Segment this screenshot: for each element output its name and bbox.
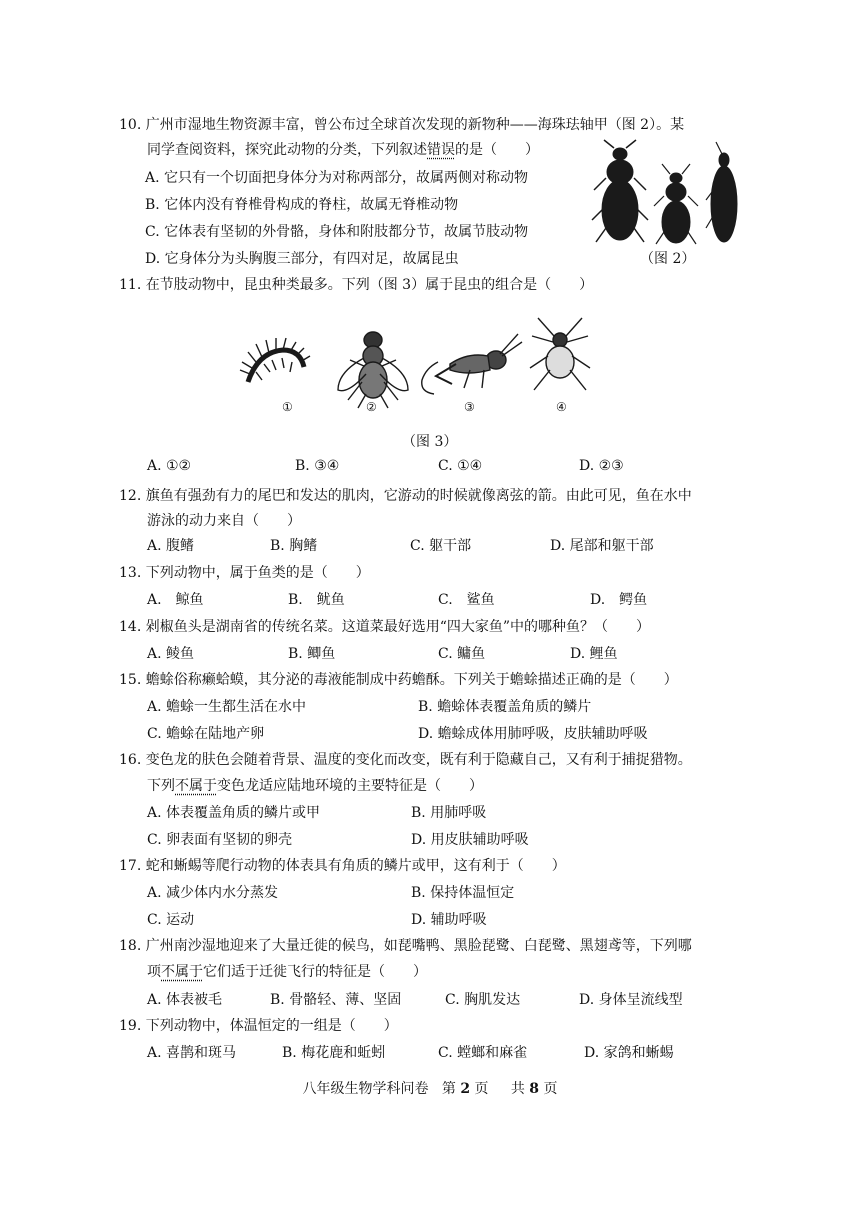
figure-3-label-4: ④ — [556, 400, 567, 414]
q16-option-c: C. 卵表面有坚韧的卵壳 — [147, 832, 293, 848]
q18-option-a: A. 体表被毛 — [147, 992, 223, 1008]
q10-stem-tail: 的是（ ） — [455, 142, 539, 158]
q12-option-c: C. 躯干部 — [410, 538, 472, 554]
footer-total-number: 8 — [529, 1081, 540, 1097]
q16-option-a: A. 体表覆盖角质的鳞片或甲 — [147, 805, 321, 821]
q11-option-b: B. ③④ — [295, 458, 340, 474]
beetle-small-view — [654, 164, 698, 244]
q11-stem: 11. 在节肢动物中，昆虫种类最多。下列（图 3）属于昆虫的组合是（ ） — [119, 277, 594, 293]
footer-page-number: 2 — [460, 1081, 471, 1097]
q17-option-a: A. 减少体内水分蒸发 — [147, 885, 279, 901]
q19-option-a: A. 喜鹊和斑马 — [147, 1045, 237, 1061]
page-footer — [0, 1078, 860, 1098]
q16-emphasis: 不属于 — [175, 778, 217, 794]
q12-stem-line1: 12. 旗鱼有强劲有力的尾巴和发达的肌肉，它游动的时候就像离弦的箭。由此可见，鱼在水中 — [119, 488, 692, 504]
q15-stem: 15. 蟾蜍俗称癞蛤蟆，其分泌的毒液能制成中药蟾酥。下列关于蟾蜍描述正确的是（ ） — [119, 672, 678, 688]
q15-option-d: D. 蟾蜍成体用肺呼吸，皮肤辅助呼吸 — [418, 726, 648, 742]
q14-option-b: B. 鲫鱼 — [288, 646, 336, 662]
q19-stem: 19. 下列动物中，体温恒定的一组是（ ） — [119, 1018, 398, 1034]
q13-option-a: A. 鲸鱼 — [147, 592, 204, 608]
q16-stem-text: 下列 — [147, 778, 175, 794]
q17-option-b: B. 保持体温恒定 — [411, 885, 515, 901]
spider-drawing — [530, 318, 590, 390]
q10-stem-line1: 10. 广州市湿地生物资源丰富，曾公布过全球首次发现的新物种——海珠珐轴甲（图 2）。某 — [119, 117, 685, 133]
q17-option-c: C. 运动 — [147, 912, 195, 928]
footer-page-pre: 第 — [441, 1081, 456, 1097]
centipede-drawing — [240, 338, 310, 382]
q16-stem-tail: 变色龙适应陆地环境的主要特征是（ ） — [217, 778, 483, 794]
q14-option-a: A. 鲮鱼 — [147, 646, 195, 662]
beetle-figure — [590, 138, 740, 246]
q19-option-b: B. 梅花鹿和蚯蚓 — [282, 1045, 386, 1061]
figure-3-label-1: ① — [282, 400, 293, 414]
q16-stem-line1: 16. 变色龙的肤色会随着背景、温度的变化而改变，既有利于隐藏自己，又有利于捕捉猎物。 — [119, 752, 692, 768]
fly-drawing — [338, 332, 408, 408]
q15-option-a: A. 蟾蜍一生都生活在水中 — [147, 699, 307, 715]
grasshopper-drawing — [422, 334, 522, 394]
q11-option-a: A. ①② — [147, 458, 192, 474]
q18-emphasis: 不属于 — [161, 964, 203, 980]
q12-option-a: A. 腹鳍 — [147, 538, 195, 554]
q15-option-b: B. 蟾蜍体表覆盖角质的鳞片 — [418, 699, 592, 715]
footer-page-post: 页 — [474, 1081, 489, 1097]
q12-option-d: D. 尾部和躯干部 — [550, 538, 654, 554]
q19-option-d: D. 家鸽和蜥蜴 — [584, 1045, 674, 1061]
q18-stem-line2 — [147, 962, 427, 982]
beetle-side-view — [706, 142, 737, 242]
q18-stem-tail: 它们适于迁徙飞行的特征是（ ） — [203, 964, 427, 980]
q16-stem-line2 — [147, 776, 483, 796]
q18-option-c: C. 胸肌发达 — [445, 992, 521, 1008]
figure-3-label-3: ③ — [464, 400, 475, 414]
q11-option-d: D. ②③ — [579, 458, 624, 474]
q13-stem: 13. 下列动物中，属于鱼类的是（ ） — [119, 565, 370, 581]
q16-option-b: B. 用肺呼吸 — [411, 805, 487, 821]
footer-total-pre: 共 — [510, 1081, 525, 1097]
q10-option-a: A. 它只有一个切面把身体分为对称两部分，故属两侧对称动物 — [145, 170, 529, 186]
q13-option-d: D. 鳄鱼 — [590, 592, 648, 608]
q10-option-b: B. 它体内没有脊椎骨构成的脊柱，故属无脊椎动物 — [145, 197, 459, 213]
q10-option-c: C. 它体表有坚韧的外骨骼，身体和附肢都分节，故属节肢动物 — [145, 224, 529, 240]
figure-2-caption: （图 2） — [640, 251, 696, 267]
q13-option-c: C. 鲨鱼 — [438, 592, 495, 608]
beetle-top-view — [592, 140, 648, 242]
q10-option-d: D. 它身体分为头胸腹三部分，有四对足，故属昆虫 — [145, 251, 459, 267]
figure-3-caption: （图 3） — [402, 434, 458, 450]
q18-option-d: D. 身体呈流线型 — [579, 992, 683, 1008]
figure-3-label-2: ② — [366, 400, 377, 414]
q14-stem: 14. 剁椒鱼头是湖南省的传统名菜。这道菜最好选用“四大家鱼”中的哪种鱼？（ ） — [119, 619, 651, 635]
q10-stem-line2 — [147, 140, 539, 160]
q18-option-b: B. 骨骼轻、薄、坚固 — [270, 992, 402, 1008]
q10-stem-text: 同学查阅资料，探究此动物的分类，下列叙述 — [147, 142, 427, 158]
q18-stem-line1: 18. 广州南沙湿地迎来了大量迁徙的候鸟，如琵嘴鸭、黑脸琵鹭、白琵鹭、黑翅鸢等，下列哪 — [119, 938, 692, 954]
q17-option-d: D. 辅助呼吸 — [411, 912, 487, 928]
q14-option-c: C. 鳙鱼 — [438, 646, 486, 662]
q12-stem-line2: 游泳的动力来自（ ） — [147, 513, 301, 529]
q17-stem: 17. 蛇和蜥蜴等爬行动物的体表具有角质的鳞片或甲，这有利于（ ） — [119, 858, 566, 874]
q11-option-c: C. ①④ — [438, 458, 483, 474]
q19-option-c: C. 螳螂和麻雀 — [438, 1045, 528, 1061]
q13-option-b: B. 鱿鱼 — [288, 592, 345, 608]
q15-option-c: C. 蟾蜍在陆地产卵 — [147, 726, 265, 742]
q16-option-d: D. 用皮肤辅助呼吸 — [411, 832, 529, 848]
q18-stem-text: 项 — [147, 964, 161, 980]
q12-option-b: B. 胸鳍 — [270, 538, 318, 554]
q10-emphasis: 错误 — [427, 142, 455, 158]
footer-total-post: 页 — [543, 1081, 558, 1097]
q14-option-d: D. 鲤鱼 — [570, 646, 618, 662]
footer-subject: 八年级生物学科问卷 — [302, 1081, 429, 1097]
